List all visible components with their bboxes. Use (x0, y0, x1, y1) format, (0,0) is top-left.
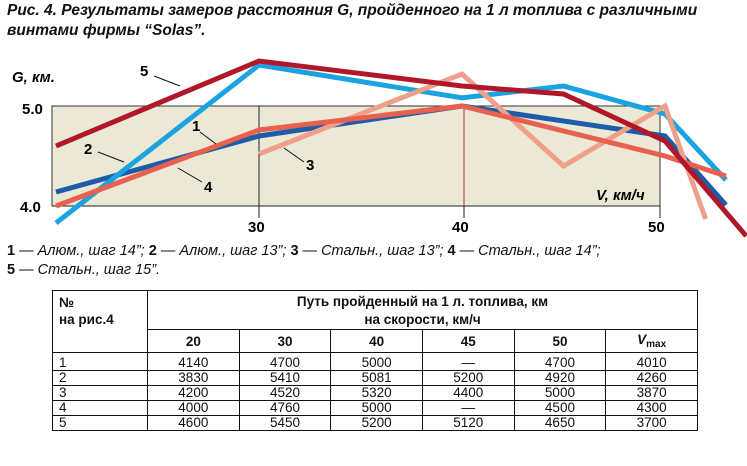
y-tick-4: 4.0 (20, 199, 41, 216)
col-header-30: 30 (239, 330, 331, 353)
table-cell: 4700 (239, 353, 331, 371)
legend-item-4: 4 — Стальн., шаг 14”; (447, 243, 601, 259)
table-cell: 3700 (606, 416, 698, 431)
col-header-50: 50 (514, 330, 606, 353)
table-cell: — (422, 401, 514, 416)
table-row (53, 386, 698, 401)
row-id: 1 (53, 353, 148, 371)
col-header-40: 40 (331, 330, 423, 353)
table-cell: 4920 (514, 371, 606, 386)
table-cell: 5120 (422, 416, 514, 431)
col-header-figure-number: № на рис.4 (53, 291, 148, 353)
table-cell: 5320 (331, 386, 423, 401)
table-cell: 5410 (239, 371, 331, 386)
curve-label-3: 3 (306, 157, 315, 174)
chart (0, 44, 747, 244)
row-id: 4 (53, 401, 148, 416)
legend-item-2: 2 — Алюм., шаг 13”; (148, 243, 291, 259)
table-cell: 5450 (239, 416, 331, 431)
table-cell: 5000 (331, 353, 423, 371)
table-row (53, 416, 698, 431)
x-tick-30: 30 (248, 219, 265, 236)
x-axis-label: V, км/ч (596, 187, 645, 204)
table-cell: 4600 (148, 416, 240, 431)
table-row (53, 353, 698, 371)
table-cell: 4140 (148, 353, 240, 371)
curve-label-1: 1 (192, 118, 201, 135)
table-cell: 4260 (606, 371, 698, 386)
col-header-20: 20 (148, 330, 240, 353)
curve-label-5: 5 (140, 63, 149, 80)
table-cell: 4000 (148, 401, 240, 416)
x-tick-40: 40 (452, 219, 469, 236)
table-cell: 5000 (514, 386, 606, 401)
curve-label-2: 2 (84, 141, 93, 158)
legend (7, 242, 742, 280)
table-cell: 4400 (422, 386, 514, 401)
col-header-45: 45 (422, 330, 514, 353)
table-cell: 5000 (331, 401, 423, 416)
legend-item-1: 1 — Алюм., шаг 14”; (7, 243, 149, 259)
table-cell: 4650 (514, 416, 606, 431)
curve-label-4: 4 (204, 179, 213, 196)
table-cell: 3830 (148, 371, 240, 386)
table-cell: 5200 (331, 416, 423, 431)
table-cell: — (422, 353, 514, 371)
table-cell: 5200 (422, 371, 514, 386)
x-tick-50: 50 (648, 219, 665, 236)
y-axis-label: G, км. (12, 69, 55, 86)
legend-item-5: 5 — Стальн., шаг 15”. (7, 262, 161, 278)
row-id: 3 (53, 386, 148, 401)
table-row (53, 401, 698, 416)
table-cell: 4760 (239, 401, 331, 416)
table-cell: 4300 (606, 401, 698, 416)
y-tick-5: 5.0 (22, 101, 43, 118)
table-cell: 5081 (331, 371, 423, 386)
table-cell: 4500 (514, 401, 606, 416)
col-header-vmax: $V_{max}$ (606, 330, 698, 353)
figure-caption: Рис. 4. Результаты замеров расстояния G, пройденного на 1 л топлива с различными винтами фирмы “Solas”. (7, 2, 698, 39)
legend-item-3: 3 — Стальн., шаг 13”; (290, 243, 448, 259)
table-cell: 4520 (239, 386, 331, 401)
row-id: 5 (53, 416, 148, 431)
table-cell: 4200 (148, 386, 240, 401)
table-cell: 4010 (606, 353, 698, 371)
table-cell: 3870 (606, 386, 698, 401)
table-row (53, 371, 698, 386)
col-header-group: Путь пройденный на 1 л. топлива, км на скорости, км/ч (148, 291, 698, 330)
leader-5 (154, 76, 180, 86)
data-table (52, 290, 698, 431)
row-id: 2 (53, 371, 148, 386)
table-cell: 4700 (514, 353, 606, 371)
